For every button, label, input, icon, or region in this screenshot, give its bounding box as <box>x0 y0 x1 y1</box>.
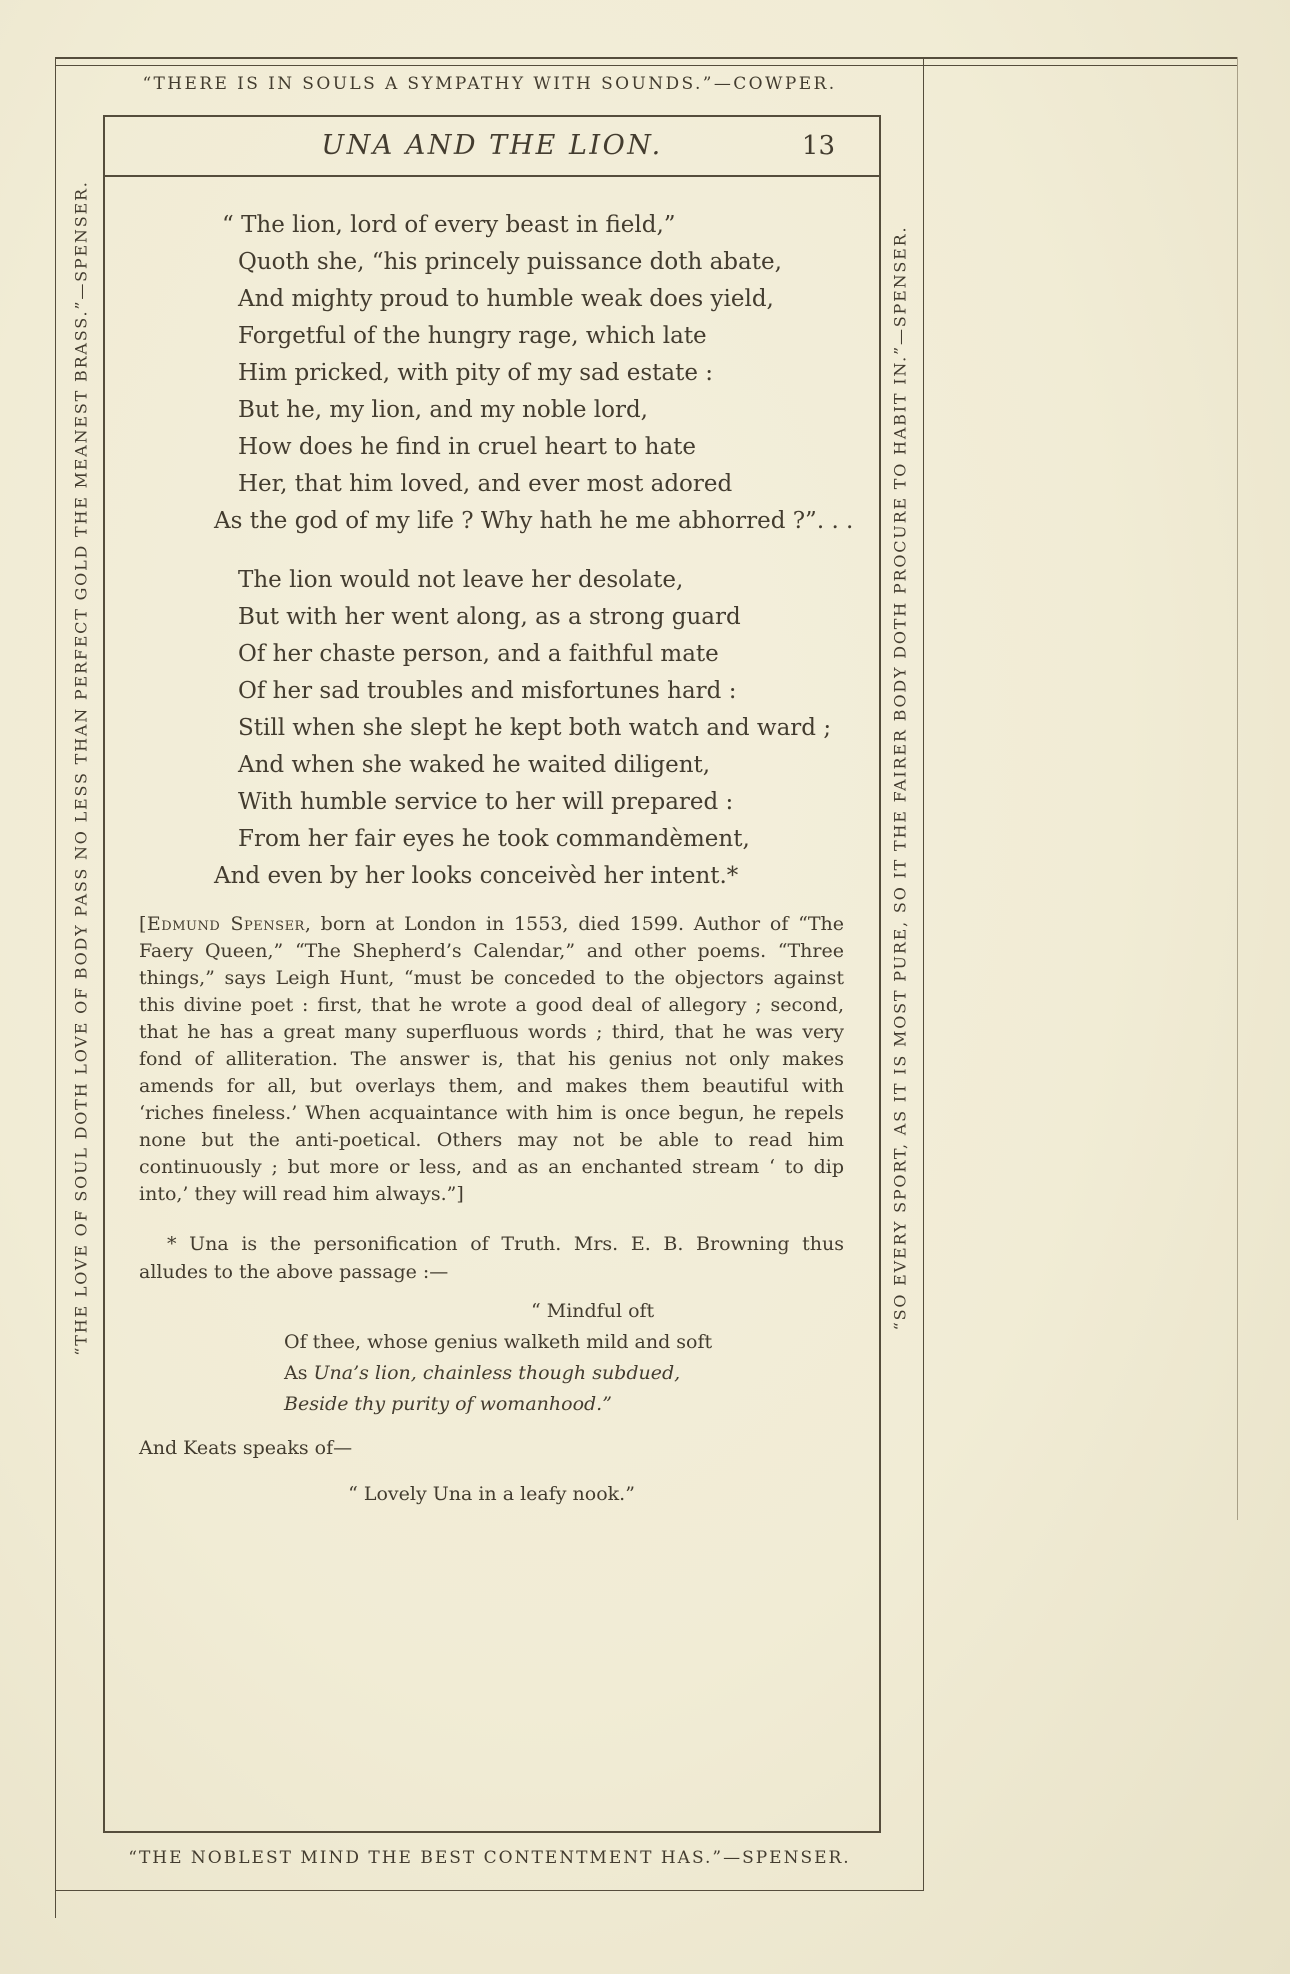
poem-line: “ The lion, lord of every beast in field,” <box>222 212 676 238</box>
page-title: UNA AND THE LION. <box>321 130 663 161</box>
browning-quote <box>139 1296 844 1420</box>
poem-line: As the god of my life ? Why hath he me abhorred ?”. . . <box>214 508 854 534</box>
footnote-intro: * Una is the personification of Truth. Mrs. E. B. Browning thus alludes to the above passage :— <box>139 1233 844 1283</box>
poem-line: Him pricked, with pity of my sad estate : <box>238 360 714 386</box>
quote-line <box>284 1358 844 1389</box>
quote-line: Of thee, whose genius walketh mild and soft <box>284 1331 713 1353</box>
frame-rule-left <box>55 57 56 1918</box>
left-margin-quote: “THE LOVE OF SOUL DOTH LOVE OF BODY PASS NO LESS THAN PERFECT GOLD THE MEANEST BRASS.”—SPENSER. <box>71 180 91 1356</box>
frame-rule-right <box>923 57 924 1891</box>
bottom-margin-quote: “THE NOBLEST MIND THE BEST CONTENTMENT HAS.”—SPENSER. <box>128 1848 851 1868</box>
poem-line: The lion would not leave her desolate, <box>238 567 684 593</box>
poem-stanza-2 <box>105 562 879 895</box>
frame-rule-bottom <box>55 1890 924 1891</box>
poem-line: And mighty proud to humble weak does yield, <box>238 286 774 312</box>
poem-line: How does he find in cruel heart to hate <box>238 434 697 460</box>
running-head <box>105 117 879 177</box>
quote-line-lead: As <box>284 1362 314 1384</box>
right-margin-quote: “SO EVERY SPORT, AS IT IS MOST PURE, SO IT THE FAIRER BODY DOTH PROCURE TO HABIT IN.”—SPENSER. <box>890 225 910 1331</box>
poem-line: But he, my lion, and my noble lord, <box>238 397 648 423</box>
frame-rule-top-inner <box>55 65 1237 66</box>
text-frame <box>103 115 881 1833</box>
poem-stanza-1 <box>105 207 879 540</box>
poem-line: Forgetful of the hungry rage, which late <box>238 323 707 349</box>
poem-line: Quoth she, “his princely puissance doth abate, <box>238 249 782 275</box>
poem-line: From her fair eyes he took commandèment, <box>238 826 750 852</box>
quote-line: Beside thy purity of womanhood.” <box>284 1393 612 1415</box>
quote-line-italic: Una’s lion, chainless though subdued, <box>313 1362 681 1384</box>
frame-rule-top-outer <box>55 57 1237 59</box>
poem-line: Her, that him loved, and ever most adored <box>238 471 733 497</box>
keats-quote: “ Lovely Una in a leafy nook.” <box>348 1483 635 1505</box>
poem-line: And even by her looks conceivèd her intent.* <box>214 863 739 889</box>
editor-note <box>105 911 879 1208</box>
editor-note-text: , born at London in 1553, died 1599. Author of “The Faery Queen,” “The Shepherd’s Calendar,” and other poems. “Three things,” says Leigh Hunt, “must be conceded to the objectors against this divine poet : first, that he wrote a good deal of allegory ; second, that he has a great many superfluous words ; third, that he was very fond of alliteration. The answer is, that his genius not only makes amends for all, but overlays them, and makes them beautiful with ‘riches fineless.’ When acquaintance with him is once begun, he repels none but the anti-poetical. Others may not be able to read him continuously ; but more or less, and as an enchanted stream ‘ to dip into,’ they will read him always.”] <box>139 913 845 1205</box>
poem-line: But with her went along, as a strong guard <box>238 604 741 630</box>
author-name: [Edmund Spenser <box>139 913 305 935</box>
adjacent-page-edge <box>1237 57 1238 1520</box>
keats-intro: And Keats speaks of— <box>139 1437 353 1459</box>
quote-line: “ Mindful oft <box>531 1300 655 1322</box>
poem-line: Of her chaste person, and a faithful mate <box>238 641 719 667</box>
poem-line: Still when she slept he kept both watch and ward ; <box>238 715 832 741</box>
page-number: 13 <box>801 131 835 161</box>
top-margin-quote: “THERE IS IN SOULS A SYMPATHY WITH SOUNDS.”—COWPER. <box>142 74 837 94</box>
footnote <box>105 1230 879 1508</box>
poem-line: And when she waked he waited diligent, <box>238 752 711 778</box>
poem-line: Of her sad troubles and misfortunes hard : <box>238 678 737 704</box>
poem-line: With humble service to her will prepared : <box>238 789 734 815</box>
